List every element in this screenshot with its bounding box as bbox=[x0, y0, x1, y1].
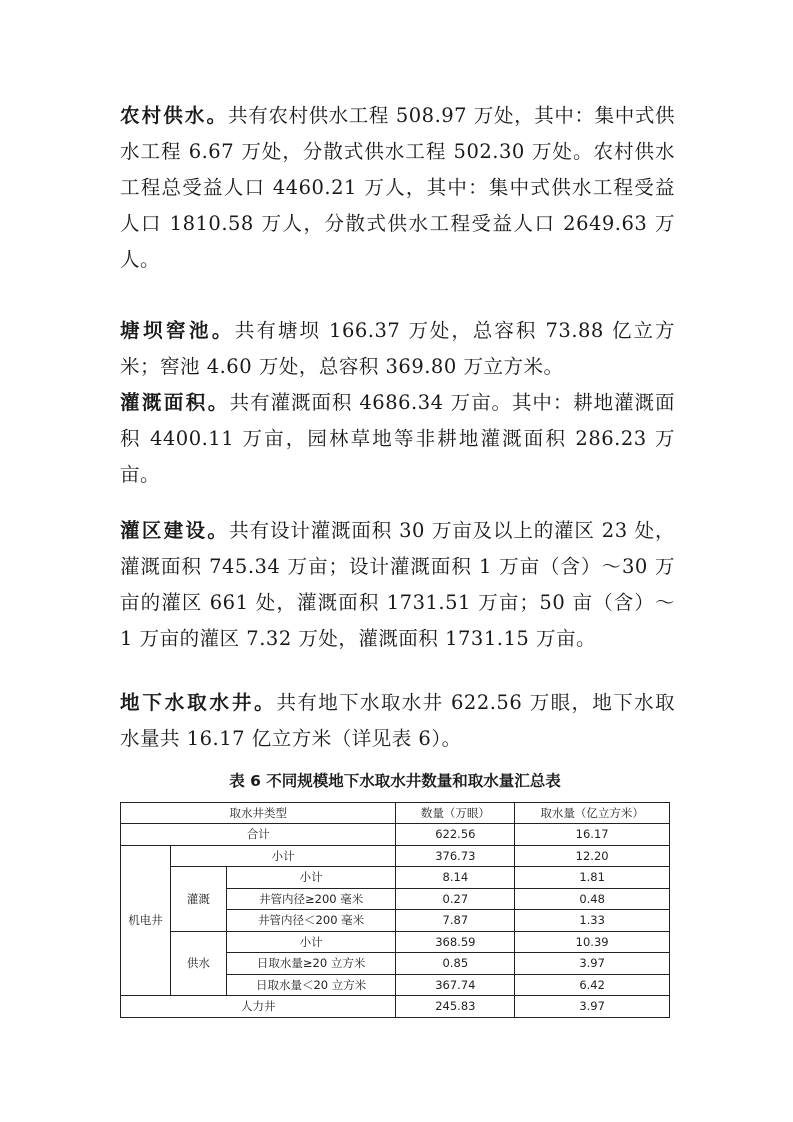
paragraph-heading: 灌区建设。 bbox=[120, 519, 230, 542]
cell-volume: 16.17 bbox=[515, 824, 670, 846]
paragraph-irrigation-area bbox=[120, 385, 675, 493]
cell-volume: 3.97 bbox=[515, 953, 670, 975]
paragraph-rural-water-supply bbox=[120, 98, 675, 278]
cell-supply-label: 供水 bbox=[170, 931, 226, 996]
cell-volume: 1.81 bbox=[515, 867, 670, 889]
wells-summary-table bbox=[120, 802, 670, 1018]
cell-label: 日取水量＜20 立方米 bbox=[226, 974, 396, 996]
paragraph-heading: 塘坝窖池。 bbox=[120, 319, 235, 342]
table-row-supply-subtotal bbox=[121, 931, 670, 953]
paragraph-heading: 农村供水。 bbox=[120, 104, 229, 127]
cell-label: 井管内径≥200 毫米 bbox=[226, 888, 396, 910]
cell-volume: 10.39 bbox=[515, 931, 670, 953]
cell-count: 0.27 bbox=[396, 888, 515, 910]
table-row-irrigation-subtotal bbox=[121, 867, 670, 889]
cell-count: 7.87 bbox=[396, 910, 515, 932]
cell-volume: 6.42 bbox=[515, 974, 670, 996]
cell-count: 245.83 bbox=[396, 996, 515, 1018]
paragraph-text: 共有塘坝 166.37 万处，总容积 73.88 亿立方米；窖池 4.60 万处，总容积 369.80 万立方米。 bbox=[120, 319, 675, 378]
paragraph-text: 共有灌溉面积 4686.34 万亩。其中：耕地灌溉面积 4400.11 万亩，园林草地等非耕地灌溉面积 286.23 万亩。 bbox=[120, 391, 675, 486]
cell-count: 8.14 bbox=[396, 867, 515, 889]
paragraph-text: 共有农村供水工程 508.97 万处，其中：集中式供水工程 6.67 万处，分散式供水工程 502.30 万处。农村供水工程总受益人口 4460.21 万人，其中：集中式供水工程受益人口 1810.58 万人，分散式供水工程受益人口 2649.63 万人。 bbox=[120, 104, 675, 271]
table-header-row bbox=[121, 803, 670, 824]
cell-label: 日取水量≥20 立方米 bbox=[226, 953, 396, 975]
cell-irrigation-label: 灌溉 bbox=[170, 867, 226, 932]
header-type: 取水井类型 bbox=[121, 803, 396, 824]
cell-label: 小计 bbox=[170, 845, 396, 867]
cell-label: 小计 bbox=[226, 867, 396, 889]
table-row-manual bbox=[121, 996, 670, 1018]
paragraph-text: 共有地下水取水井 622.56 万眼，地下水取水量共 16.17 亿立方米（详见表 6）。 bbox=[120, 691, 675, 750]
paragraph-groundwater-wells bbox=[120, 685, 675, 757]
cell-label: 合计 bbox=[121, 824, 396, 846]
paragraph-heading: 地下水取水井。 bbox=[120, 691, 277, 714]
cell-count: 367.74 bbox=[396, 974, 515, 996]
cell-count: 368.59 bbox=[396, 931, 515, 953]
cell-label: 小计 bbox=[226, 931, 396, 953]
paragraph-heading: 灌溉面积。 bbox=[120, 391, 230, 414]
cell-count: 0.85 bbox=[396, 953, 515, 975]
cell-mechanical-label: 机电井 bbox=[121, 845, 171, 996]
paragraph-text: 共有设计灌溉面积 30 万亩及以上的灌区 23 处，灌溉面积 745.34 万亩；设计灌溉面积 1 万亩（含）～30 万亩的灌区 661 处，灌溉面积 1731.51 万亩；50 亩（含）～1 万亩的灌区 7.32 万处，灌溉面积 1731.15 万亩。 bbox=[120, 519, 675, 650]
header-count: 数量（万眼） bbox=[396, 803, 515, 824]
cell-volume: 0.48 bbox=[515, 888, 670, 910]
header-volume: 取水量（亿立方米） bbox=[515, 803, 670, 824]
cell-count: 622.56 bbox=[396, 824, 515, 846]
table-caption: 表 6 不同规模地下水取水井数量和取水量汇总表 bbox=[229, 772, 561, 790]
cell-label: 人力井 bbox=[121, 996, 396, 1018]
table-row-total bbox=[121, 824, 670, 846]
cell-count: 376.73 bbox=[396, 845, 515, 867]
cell-volume: 1.33 bbox=[515, 910, 670, 932]
paragraph-irrigation-district bbox=[120, 513, 675, 657]
cell-label: 井管内径＜200 毫米 bbox=[226, 910, 396, 932]
cell-volume: 12.20 bbox=[515, 845, 670, 867]
table-row-mechanical-subtotal bbox=[121, 845, 670, 867]
paragraph-ponds-cellars bbox=[120, 313, 675, 385]
cell-volume: 3.97 bbox=[515, 996, 670, 1018]
